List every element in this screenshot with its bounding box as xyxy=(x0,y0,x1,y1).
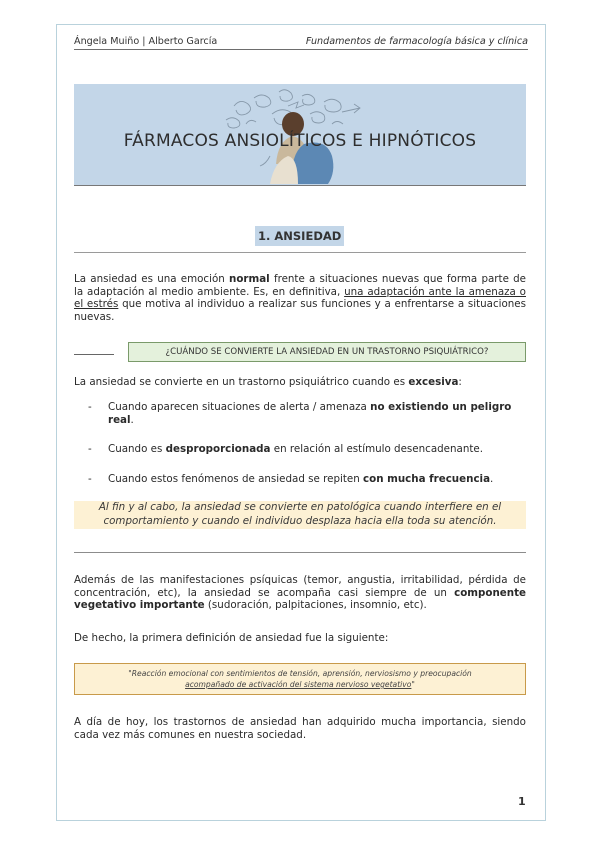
header-subject: Fundamentos de farmacología básica y clínica xyxy=(305,36,528,47)
manifestations-bold: componente vegetativo importante xyxy=(74,586,526,612)
page-title: FÁRMACOS ANSIOLÍTICOS E HIPNÓTICOS xyxy=(123,131,477,151)
list-item-bold: con mucha frecuencia xyxy=(363,472,491,485)
list-item-bold: desproporcionada xyxy=(165,443,271,456)
criteria-lead-text: La ansiedad se convierte en un trastorno psiquiátrico cuando es xyxy=(74,376,409,388)
list-item-bold: no existiendo un peligro real xyxy=(108,401,512,426)
quote-underline: acompañado de activación del sistema nervioso vegetativo xyxy=(185,680,412,689)
intro-paragraph xyxy=(74,273,526,323)
manifestations-paragraph xyxy=(74,574,526,612)
list-item-text: Cuando es xyxy=(108,443,166,456)
criteria-lead xyxy=(74,376,526,389)
quote-text-1: "Reacción emocional con sentimientos de tensión, aprensión, nerviosismo y preocupación xyxy=(128,669,472,678)
question-box: ¿CUÁNDO SE CONVIERTE LA ANSIEDAD EN UN TRASTORNO PSIQUIÁTRICO? xyxy=(128,342,526,362)
definition-quote xyxy=(74,663,526,695)
header-authors: Ángela Muiño | Alberto García xyxy=(74,36,218,47)
list-item-end: . xyxy=(130,413,134,426)
list-item-end: en relación al estímulo desencadenante. xyxy=(270,443,484,456)
list-item xyxy=(88,401,526,426)
question-leader-line xyxy=(74,354,114,355)
highlight-note: Al fin y al cabo, la ansiedad se convierte en patológica cuando interfiere en el comportamiento y cuando el individuo desplaza hacia ella toda su atención. xyxy=(74,501,526,529)
intro-bold-normal: normal xyxy=(229,273,270,285)
page-number: 1 xyxy=(518,795,526,808)
intro-text-2: frente a situaciones nuevas que forma parte de la adaptación al medio ambiente. Es, en definitiva, xyxy=(74,273,527,298)
section-divider xyxy=(74,552,526,553)
manifestations-text-1: Además de las manifestaciones psíquicas (temor, angustia, irritabilidad, pérdida de concentración, etc), la ansiedad se acompaña casi siempre de un xyxy=(74,574,526,599)
criteria-lead-colon: : xyxy=(458,376,462,388)
intro-text-1: La ansiedad es una emoción xyxy=(74,273,230,285)
list-item xyxy=(88,443,526,456)
list-item xyxy=(88,473,526,486)
quote-text-2: " xyxy=(411,680,415,689)
section-underline xyxy=(74,252,526,253)
intro-underline: una adaptación ante la amenaza o el estrés xyxy=(74,285,526,311)
closing-paragraph: A día de hoy, los trastornos de ansiedad han adquirido mucha importancia, siendo cada vez más comunes en nuestra sociedad. xyxy=(74,716,526,741)
list-item-text: Cuando aparecen situaciones de alerta / amenaza xyxy=(108,401,371,413)
criteria-list xyxy=(88,401,526,503)
intro-text-3: que motiva al individuo a realizar sus funciones y a enfrentarse a situaciones nuevas. xyxy=(74,298,526,323)
definition-lead: De hecho, la primera definición de ansiedad fue la siguiente: xyxy=(74,632,389,644)
list-item-end: . xyxy=(490,472,494,485)
criteria-lead-bold: excesiva xyxy=(408,376,459,388)
manifestations-text-2: (sudoración, palpitaciones, insomnio, etc). xyxy=(204,599,427,612)
running-header xyxy=(74,36,528,50)
section-heading: 1. ANSIEDAD xyxy=(255,226,344,246)
list-item-text: Cuando estos fenómenos de ansiedad se repiten xyxy=(108,472,364,485)
title-banner xyxy=(74,84,526,186)
